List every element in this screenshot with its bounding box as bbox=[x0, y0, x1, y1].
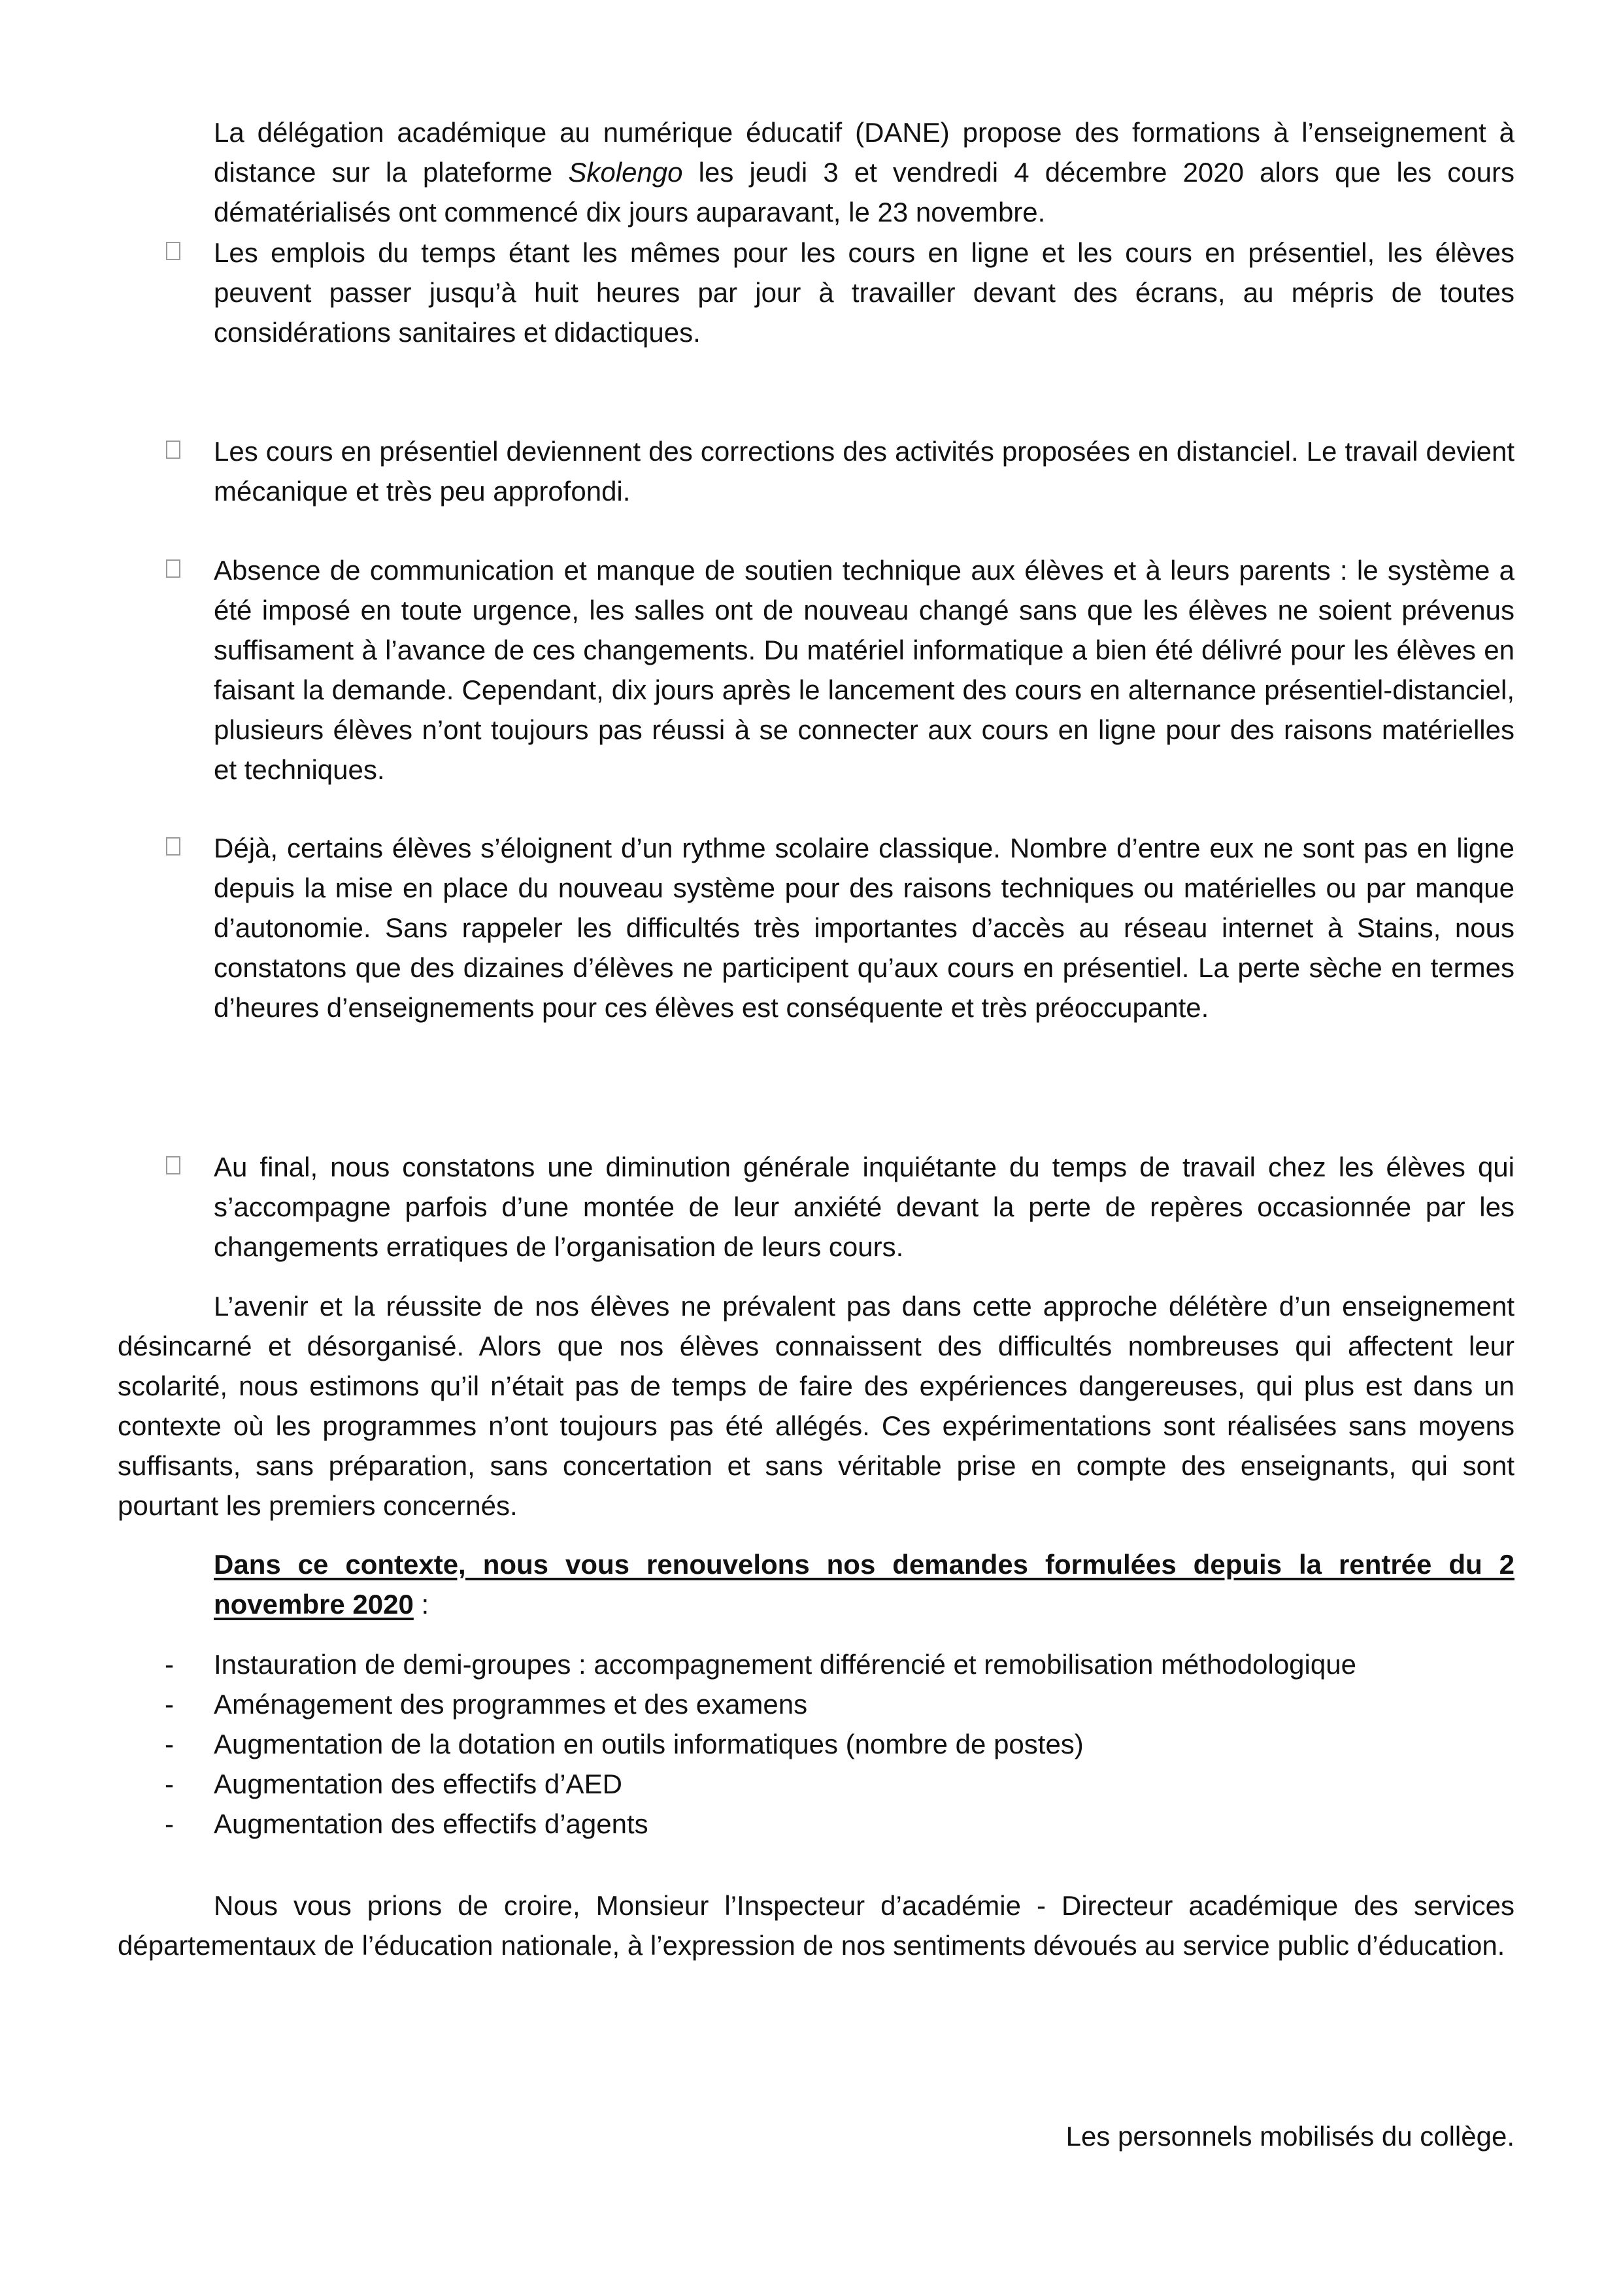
bullet-box-icon bbox=[165, 233, 184, 256]
dash-marker: - bbox=[165, 1808, 174, 1839]
intro-prefix: La délégation académique au numérique éducatif (DANE) propose des formations à l’enseignement à distance sur la plateforme bbox=[214, 117, 1514, 188]
dash-marker: - bbox=[165, 1769, 174, 1799]
bullet-box-icon bbox=[165, 1147, 184, 1171]
signature: Les personnels mobilisés du collège. bbox=[1065, 2121, 1514, 2152]
demand-text: Aménagement des programmes et des examens bbox=[214, 1689, 808, 1720]
closing-paragraph: Nous vous prions de croire, Monsieur l’Inspecteur d’académie - Directeur académique des services départementaux de l’éducation nationale, à l’expression de nos sentiments dévoués au service public d’éducation. bbox=[118, 1890, 1514, 1961]
demand-text: Augmentation des effectifs d’agents bbox=[214, 1808, 648, 1839]
dash-marker: - bbox=[165, 1729, 174, 1759]
bullet-paragraph-corrections: Les cours en présentiel deviennent des corrections des activités proposées en distanciel. Le travail devient mécanique et très peu approfondi. bbox=[214, 436, 1514, 507]
bullet-box-icon bbox=[165, 431, 184, 455]
bullet-paragraph-conclusion: Au final, nous constatons une diminution générale inquiétante du temps de travail chez les élèves qui s’accompagne parfois d’une montée de leur anxiété devant la perte de repères occasionnée par les changements erratiques de l’organisation de leurs cours. bbox=[214, 1152, 1514, 1262]
dash-marker: - bbox=[165, 1649, 174, 1680]
list-item bbox=[118, 1724, 1514, 1764]
platform-name: Skolengo bbox=[568, 157, 683, 188]
bullet-box-icon bbox=[165, 828, 184, 852]
intro-suffix: les jeudi 3 et vendredi 4 décembre 2020 alors que les cours dématérialisés ont commencé dix jours auparavant, le 23 novembre. bbox=[214, 157, 1515, 227]
demands-heading-suffix: : bbox=[413, 1589, 429, 1620]
bullet-paragraph-communication: Absence de communication et manque de soutien technique aux élèves et à leurs parents : le système a été imposé en toute urgence, les salles ont de nouveau changé sans que les élèves ne soient prévenus suffisament à l’avance de ces changements. Du matériel informatique a bien été délivré pour les élèves en faisant la demande. Cependant, dix jours après le lancement des cours en alternance présentiel-distanciel, plusieurs élèves n’ont toujours pas réussi à se connecter aux cours en ligne pour des raisons matérielles et techniques. bbox=[214, 555, 1514, 785]
demands-list bbox=[118, 1644, 1514, 1844]
bullet-paragraph-rhythm: Déjà, certains élèves s’éloignent d’un rythme scolaire classique. Nombre d’entre eux ne sont pas en ligne depuis la mise en place du nouveau système pour des raisons techniques ou matérielles ou par manque d’autonomie. Sans rappeler les difficultés très importantes d’accès au réseau internet à Stains, nous constatons que des dizaines d’élèves ne participent qu’aux cours en présentiel. La perte sèche en termes d’heures d’enseignements pour ces élèves est conséquente et très préoccupante. bbox=[214, 833, 1514, 1023]
bullet-paragraph-schedule: Les emplois du temps étant les mêmes pour les cours en ligne et les cours en présentiel, les élèves peuvent passer jusqu’à huit heures par jour à travailler devant des écrans, au mépris de toutes considérations sanitaires et didactiques. bbox=[214, 237, 1514, 348]
list-item bbox=[118, 1804, 1514, 1844]
demand-text: Instauration de demi-groupes : accompagnement différencié et remobilisation méthodologique bbox=[214, 1649, 1356, 1680]
list-item bbox=[118, 1644, 1514, 1684]
bullet-box-icon bbox=[165, 550, 184, 574]
demands-heading-text: Dans ce contexte, nous vous renouvelons nos demandes formulées depuis la rentrée du 2 novembre 2020 bbox=[214, 1549, 1514, 1620]
dash-marker: - bbox=[165, 1689, 174, 1720]
list-item bbox=[118, 1684, 1514, 1724]
demand-text: Augmentation des effectifs d’AED bbox=[214, 1769, 622, 1799]
demands-heading bbox=[214, 1544, 1514, 1624]
list-item bbox=[118, 1764, 1514, 1804]
paragraph-future: L’avenir et la réussite de nos élèves ne prévalent pas dans cette approche délétère d’un enseignement désincarné et désorganisé. Alors que nos élèves connaissent des difficultés nombreuses qui affectent leur scolarité, nous estimons qu’il n’était pas de temps de faire des expériences dangereuses, qui plus est dans un contexte où les programmes n’ont toujours pas été allégés. Ces expérimentations sont réalisées sans moyens suffisants, sans préparation, sans concertation et sans véritable prise en compte des enseignants, qui sont pourtant les premiers concernés. bbox=[118, 1291, 1514, 1521]
intro-paragraph bbox=[214, 112, 1514, 232]
demand-text: Augmentation de la dotation en outils informatiques (nombre de postes) bbox=[214, 1729, 1084, 1759]
